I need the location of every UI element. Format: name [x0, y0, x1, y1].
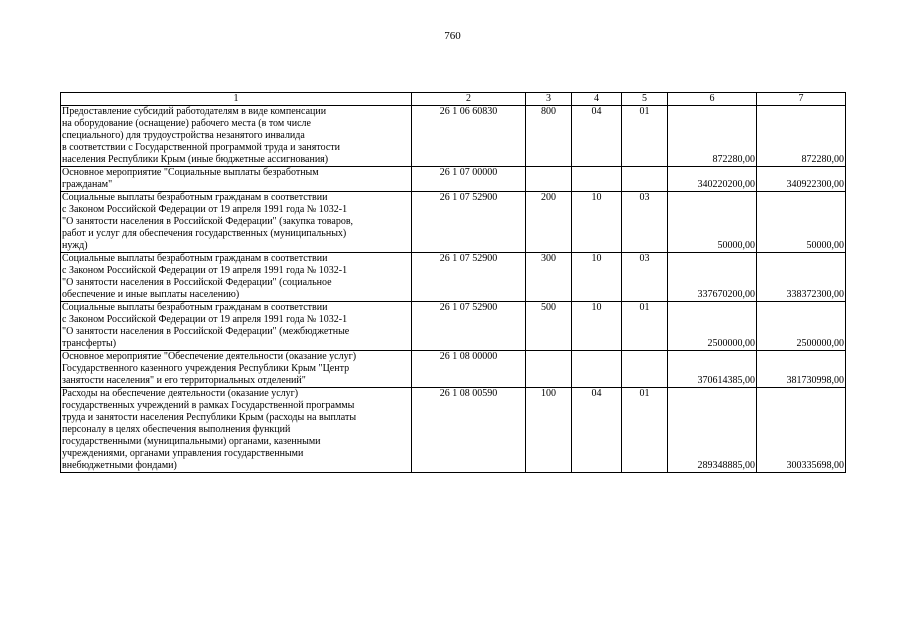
row-code: 26 1 07 52900	[412, 253, 526, 302]
row-col3: 500	[526, 302, 572, 351]
row-col4	[572, 351, 622, 388]
row-amount-col6: 872280,00	[668, 106, 757, 167]
budget-table	[60, 92, 846, 473]
row-col5: 01	[622, 302, 668, 351]
column-header: 4	[572, 93, 622, 106]
table-row	[61, 388, 846, 473]
column-header: 6	[668, 93, 757, 106]
table-row	[61, 167, 846, 192]
row-col3: 800	[526, 106, 572, 167]
row-col3: 100	[526, 388, 572, 473]
row-col5: 01	[622, 106, 668, 167]
row-col3: 200	[526, 192, 572, 253]
row-col3	[526, 167, 572, 192]
table-row	[61, 302, 846, 351]
row-col4: 10	[572, 192, 622, 253]
row-col4: 10	[572, 253, 622, 302]
table-row	[61, 253, 846, 302]
column-header: 2	[412, 93, 526, 106]
row-amount-col7: 340922300,00	[757, 167, 846, 192]
row-description: Социальные выплаты безработным гражданам в соответствии с Законом Российской Федерации от 19 апреля 1991 года № 1032-1 "О занятости населения в Российской Федерации" (закупка товаров, работ и услуг для обеспечения государственных (муниципальных) нужд)	[61, 192, 412, 253]
row-col5	[622, 167, 668, 192]
row-amount-col7: 872280,00	[757, 106, 846, 167]
page-number: 760	[444, 30, 461, 42]
table-row	[61, 106, 846, 167]
row-col5: 01	[622, 388, 668, 473]
row-amount-col6: 50000,00	[668, 192, 757, 253]
row-amount-col6: 340220200,00	[668, 167, 757, 192]
header-row	[61, 93, 846, 106]
row-code: 26 1 06 60830	[412, 106, 526, 167]
row-amount-col6: 370614385,00	[668, 351, 757, 388]
row-amount-col7: 50000,00	[757, 192, 846, 253]
row-description: Основное мероприятие "Обеспечение деятельности (оказание услуг) Государственного казенного учреждения Республики Крым "Центр занятости населения" и его территориальных отделений"	[61, 351, 412, 388]
column-header: 5	[622, 93, 668, 106]
column-header: 7	[757, 93, 846, 106]
column-header: 3	[526, 93, 572, 106]
row-code: 26 1 08 00000	[412, 351, 526, 388]
row-col5	[622, 351, 668, 388]
row-col3: 300	[526, 253, 572, 302]
row-description: Социальные выплаты безработным гражданам в соответствии с Законом Российской Федерации от 19 апреля 1991 года № 1032-1 "О занятости населения в Российской Федерации" (межбюджетные трансферты)	[61, 302, 412, 351]
row-description: Основное мероприятие "Социальные выплаты безработным гражданам"	[61, 167, 412, 192]
row-amount-col6: 289348885,00	[668, 388, 757, 473]
row-code: 26 1 08 00590	[412, 388, 526, 473]
row-amount-col6: 337670200,00	[668, 253, 757, 302]
row-code: 26 1 07 00000	[412, 167, 526, 192]
row-code: 26 1 07 52900	[412, 302, 526, 351]
row-col5: 03	[622, 253, 668, 302]
table-row	[61, 351, 846, 388]
row-col4: 04	[572, 388, 622, 473]
row-code: 26 1 07 52900	[412, 192, 526, 253]
row-description: Предоставление субсидий работодателям в виде компенсации на оборудование (оснащение) рабочего места (в том числе специального) для трудоустройства незанятого инвалида в соответствии с Государственной программой труда и занятости населения Республики Крым (иные бюджетные ассигнования)	[61, 106, 412, 167]
row-description: Социальные выплаты безработным гражданам в соответствии с Законом Российской Федерации от 19 апреля 1991 года № 1032-1 "О занятости населения в Российской Федерации" (социальное обеспечение и иные выплаты населению)	[61, 253, 412, 302]
row-description: Расходы на обеспечение деятельности (оказание услуг) государственных учреждений в рамках Государственной программы труда и занятости населения Республики Крым (расходы на выплаты персоналу в целях обеспечения выполнения функций государственными (муниципальными) органами, казенными учреждениями, органами управления государственными внебюджетными фондами)	[61, 388, 412, 473]
column-header: 1	[61, 93, 412, 106]
row-amount-col7: 381730998,00	[757, 351, 846, 388]
row-amount-col7: 300335698,00	[757, 388, 846, 473]
row-col4: 10	[572, 302, 622, 351]
row-col4: 04	[572, 106, 622, 167]
row-col4	[572, 167, 622, 192]
row-amount-col7: 338372300,00	[757, 253, 846, 302]
row-col3	[526, 351, 572, 388]
row-amount-col7: 2500000,00	[757, 302, 846, 351]
row-col5: 03	[622, 192, 668, 253]
table-row	[61, 192, 846, 253]
row-amount-col6: 2500000,00	[668, 302, 757, 351]
